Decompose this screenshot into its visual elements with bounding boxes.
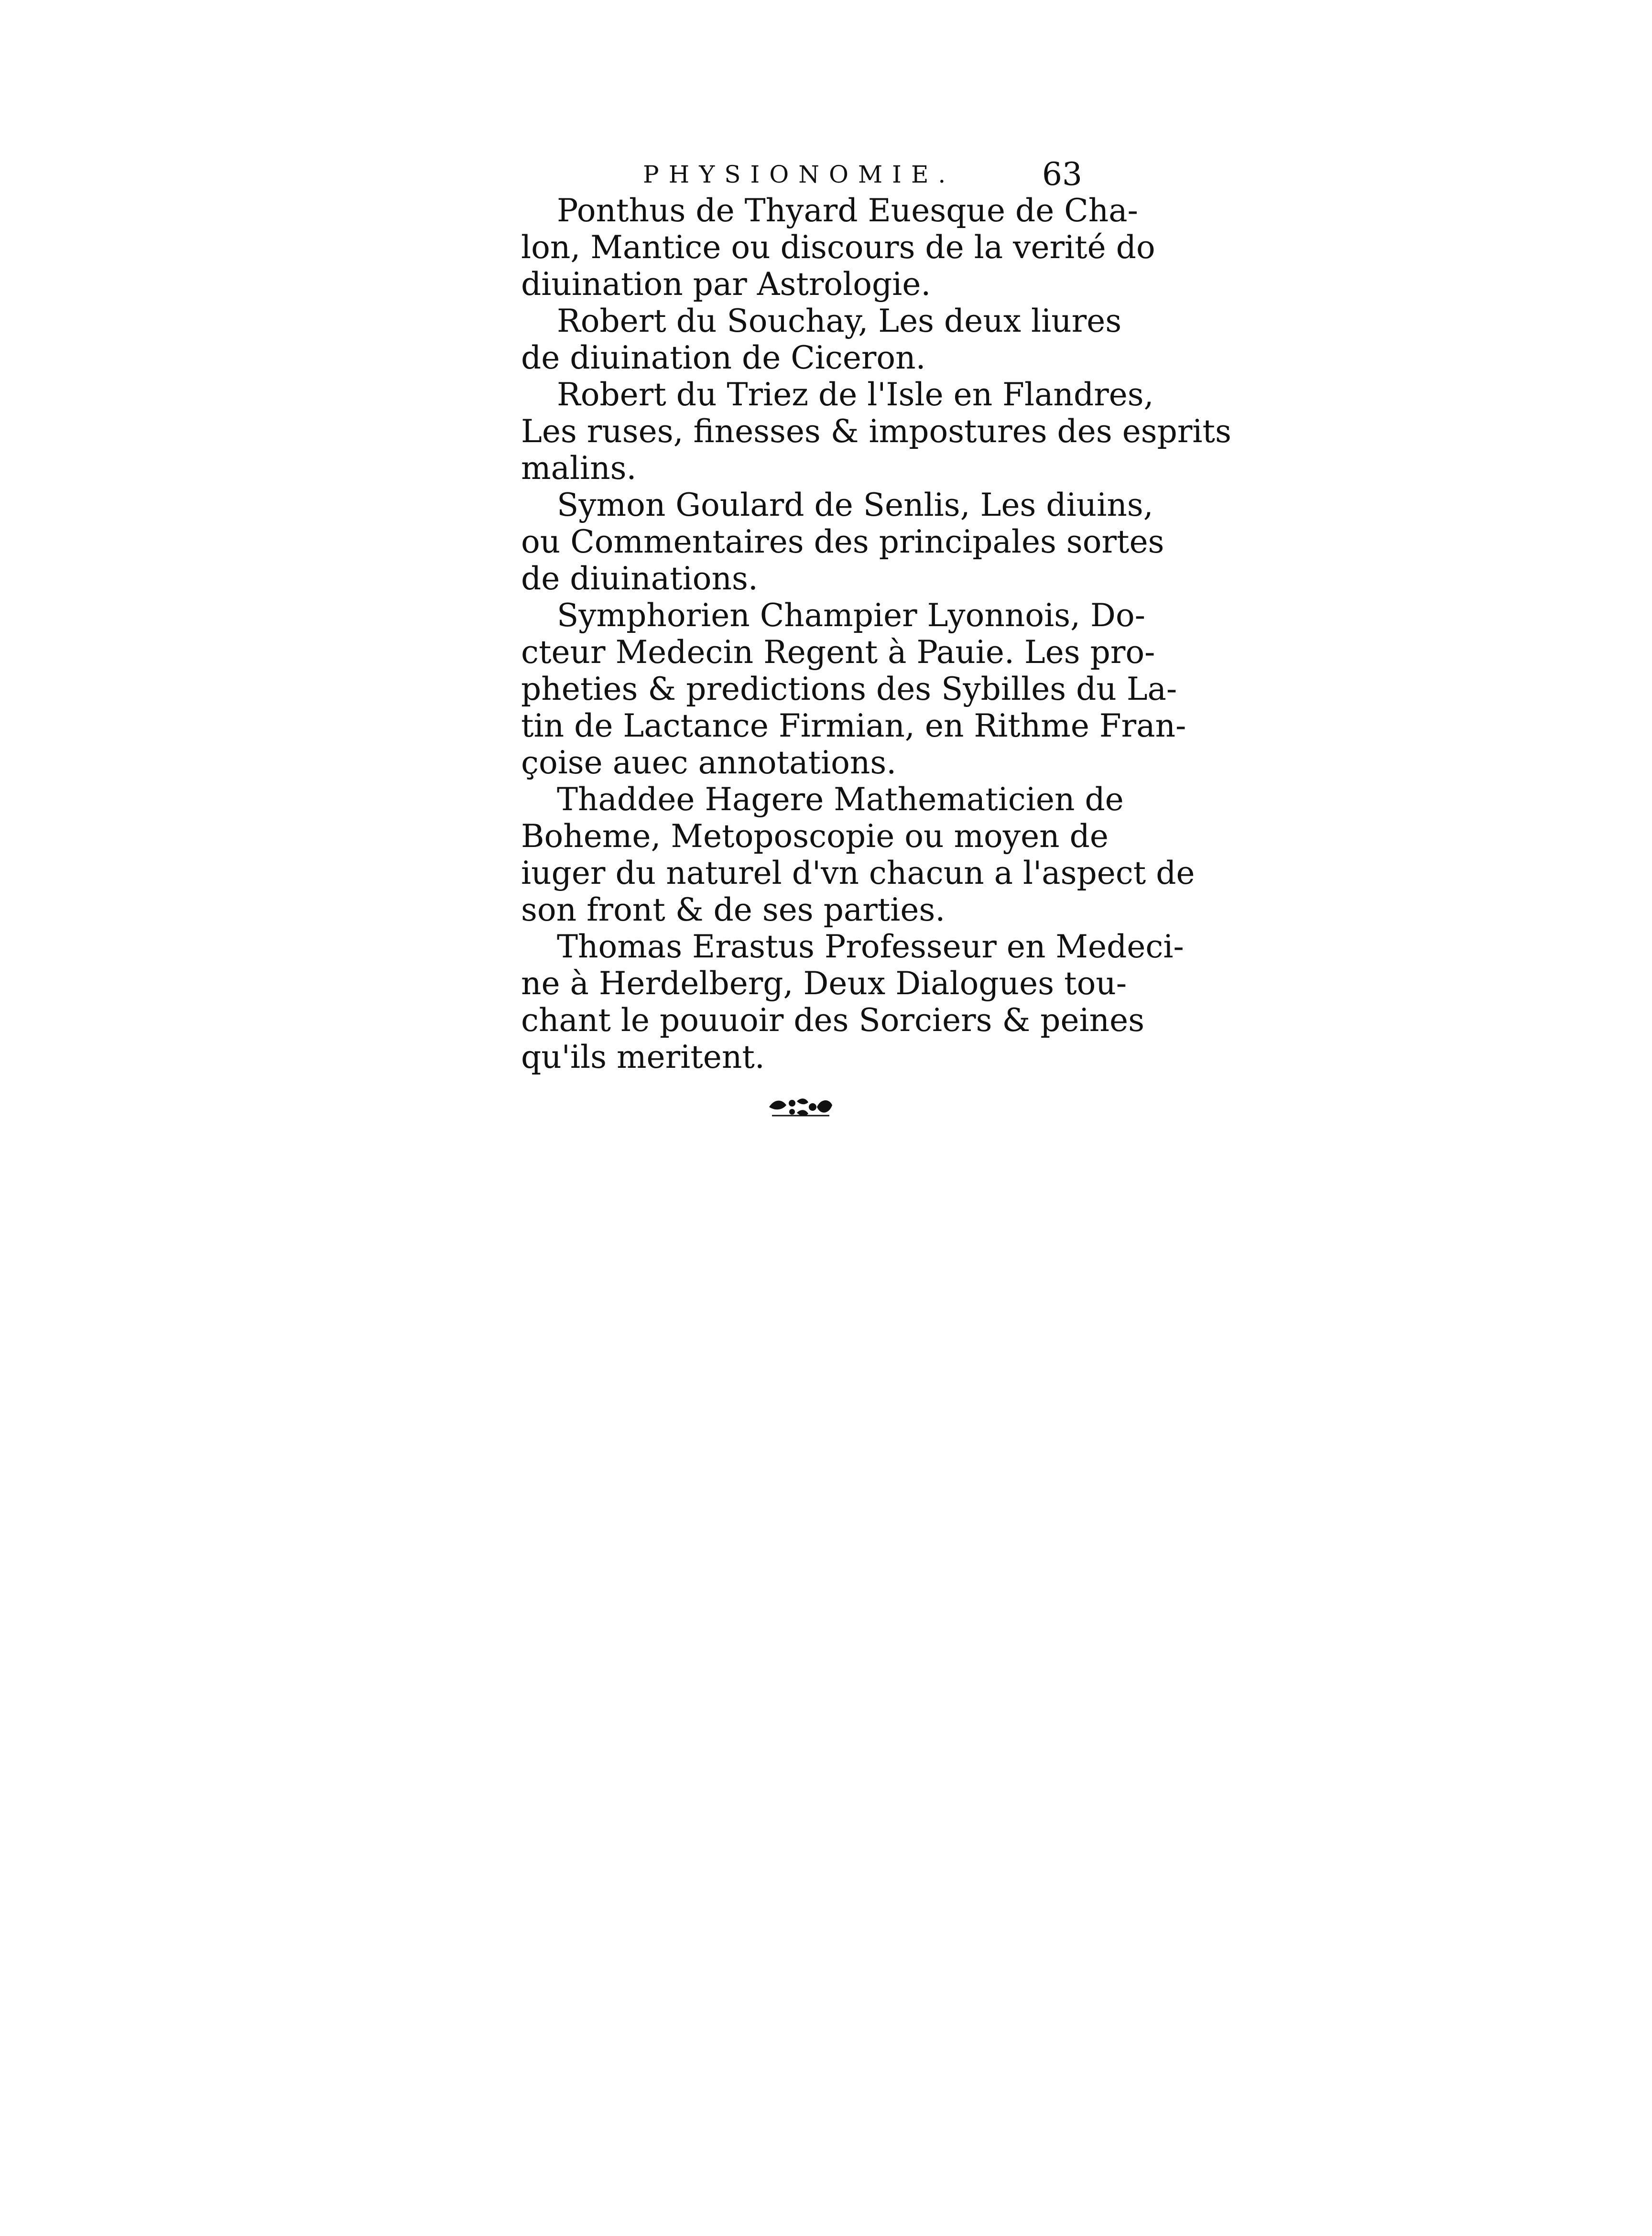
entry-line: chant le pouuoir des Sorciers & peines: [521, 1002, 1145, 1039]
fleuron-ornament-icon: [767, 1095, 834, 1119]
page-number: 63: [1042, 156, 1082, 193]
entry-line: Symphorien Champier Lyonnois, Do-: [557, 597, 1145, 634]
bibliography-entry: [521, 928, 1184, 1075]
entry-line: çoise auec annotations.: [521, 744, 897, 781]
entry-line: qu'ils meritent.: [521, 1039, 765, 1075]
bibliography-entry: [521, 303, 1122, 376]
entry-line: pheties & predictions des Sybilles du La-: [521, 671, 1177, 707]
entry-line: Boheme, Metoposcopie ou moyen de: [521, 818, 1109, 855]
entry-line: de diuination de Ciceron.: [521, 339, 926, 376]
running-head: [519, 153, 1083, 196]
entry-line: tin de Lactance Firmian, en Rithme Fran-: [521, 707, 1186, 744]
entry-line: Les ruses, finesses & impostures des esprits: [521, 413, 1231, 450]
entry-line: ou Commentaires des principales sortes: [521, 523, 1164, 560]
entry-line: diuination par Astrologie.: [521, 266, 931, 303]
entry-line: ne à Herdelberg, Deux Dialogues tou-: [521, 965, 1127, 1002]
bibliography-entry: [521, 597, 1186, 781]
entry-line: Thomas Erastus Professeur en Medeci-: [557, 928, 1184, 965]
entry-line: lon, Mantice ou discours de la verité do: [521, 229, 1155, 266]
running-title: PHYSIONOMIE.: [643, 161, 956, 188]
entry-line: de diuinations.: [521, 560, 758, 597]
bibliography-entry: [521, 192, 1155, 303]
bibliography-entry: [521, 487, 1164, 597]
entry-line: Robert du Souchay, Les deux liures: [557, 303, 1122, 339]
entry-line: son front & de ses parties.: [521, 891, 946, 928]
entry-line: malins.: [521, 450, 637, 487]
entry-line: Robert du Triez de l'Isle en Flandres,: [557, 376, 1154, 413]
entry-line: Symon Goulard de Senlis, Les diuins,: [557, 487, 1153, 523]
bibliography-entry: [521, 781, 1195, 928]
bibliography-entries: [521, 192, 1231, 1075]
entry-line: Ponthus de Thyard Euesque de Cha-: [557, 192, 1138, 229]
entry-line: cteur Medecin Regent à Pauie. Les pro-: [521, 634, 1155, 671]
entry-line: Thaddee Hagere Mathematicien de: [557, 781, 1124, 818]
bibliography-entry: [521, 376, 1231, 487]
entry-line: iuger du naturel d'vn chacun a l'aspect de: [521, 855, 1195, 891]
